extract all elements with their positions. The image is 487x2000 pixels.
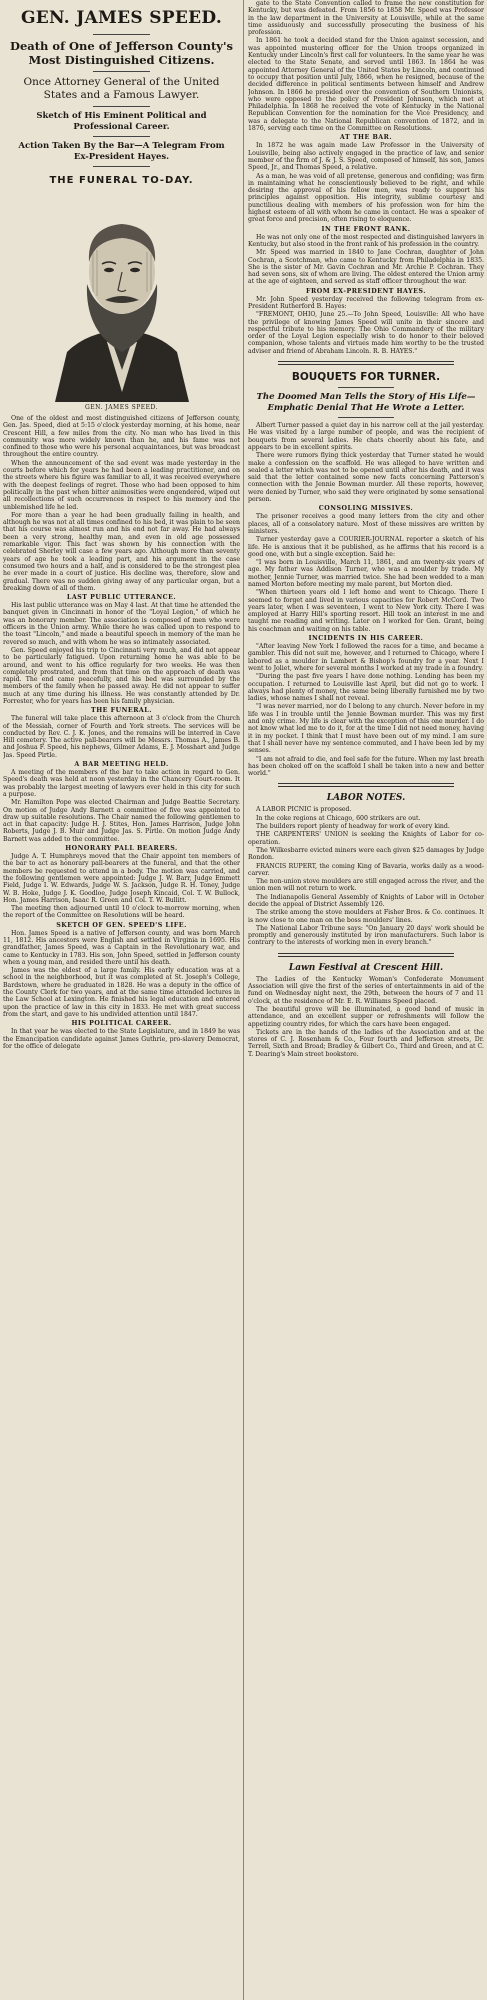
article-paragraph: Gen. Speed enjoyed his trip to Cincinnati very much, and did not appear to be particularly fatigued. Upon returning home he was able to be around, and went to his office regularly for two weeks. He was then completely prostrated, and from that time on the approach of death was rapid. The end came peacefully, and his bed was surrounded by the members of the family when he passed away. He did not appear to suffer much at any time during his illness. He was constantly attended by Dr. Forrester, who for years has been his family physician. [3,646,240,705]
funeral-heading: THE FUNERAL TO-DAY. [49,175,194,186]
article-paragraph: Albert Turner passed a quiet day in his narrow cell at the jail yesterday. He was visited by a large number of people, and was the recipient of bouquets from several ladies. He chats cheerily about his fate, and appears to be in excellent spirits. [248,422,484,451]
left-column [3,0,240,2000]
article-paragraph: "I was born in Louisville, March 11, 1861, and am twenty-six years of age. My father was Addison Turner, who was a moulder by trade. My mother, Jennie Turner, was married twice. She had been wedded to a man named Morton before meeting my male parent, but Morton died. [248,559,484,588]
article-paragraph: He was not only one of the most respected and distinguished lawyers in Kentucky, but also stood in the front rank of his profession in the country. [248,233,484,248]
article-paragraph: Tickets are in the hands of the ladies of the Association and at the stores of C. J. Rosenham & Co., Four fourth and Jefferson streets, Dr. Terrell, Sixth and Broad; Bradley & Gilbert Co., Third and Green, and at C. T. Dearing's Main street bookstore. [248,1028,484,1058]
article-paragraph: One of the oldest and most distinguished citizens of Jefferson county, Gen. Jas. Speed, died at 5:15 o'clock yesterday morning, at his home, near Crescent Hill, a few miles from the city. No man who has lived in this community was more widely known than he, and his fame was not confined to those who were his personal acquaintances, but was broadcast throughout the entire country. [3,415,240,459]
headline-rule [93,34,150,35]
article-paragraph: James was the eldest of a large family. His early education was at a school in the neighborhood, but it was completed at St. Joseph's College, Bardstown, where he graduated in 1828. He was a deputy in the office of the County Clerk for two years, and at the same time attended lectures in the Law School at Lexington. He finished his legal education and entered upon the practice of law in this city in 1833. He met with great success from the start, and gave to his undivided attention until 1847. [3,967,240,1018]
deck-3: Sketch of His Eminent Political and Professional Career. [36,111,207,132]
deck-rule-1 [93,71,150,72]
telegram-paragraph: "FREMONT, OHIO, June 25.—To John Speed, Louisville: All who have the privilege of knowing James Speed will unite in their sincere and respectful tribute to his memory. The Ohio Commandery of the military order of the Loyal Legion especially wish to do honor to their beloved companion, whose talents and virtues made him worthy to be the trusted adviser and friend of Abraham Lincoln. R. B. HAYES." [248,311,484,355]
deck-2: Once Attorney General of the United States and a Famous Lawyer. [23,76,220,101]
article-paragraph: There were rumors flying thick yesterday that Turner stated he would make a confession on the scaffold. He was alleged to have written and sealed a letter which was not to be opened until after his death, and it was said that the letter contained some new facts concerning Patterson's connection with the Jennie Bowman murder. All these reports, however, were denied by Turner, who said they were originated by some sensational person. [248,452,484,504]
subheading: A BAR MEETING HELD. [74,761,169,769]
article-paragraph: The prisoner receives a good many letters from the city and other places, all of a consolatory nature. Most of these missives are written by ministers. [248,513,484,535]
deck-rule-4 [93,166,150,167]
article-paragraph: Mr. Speed was married in 1840 to Jane Cochran, daughter of John Cochran, a Scotchman, who came to Kentucky from Philadelphia in 1835. She is the sister of Mr. Gavin Cochran and Mr. Archie P. Cochran. They had seven sons, six of whom are living. The oldest entered the Union army at the age of eighteen, and served as staff officer throughout the war. [248,249,484,286]
subheading: FROM EX-PRESIDENT HAYES. [306,287,426,295]
labor-notes-headline: LABOR NOTES. [326,793,406,804]
note-paragraph: The builders report plenty of headway for work of every kind. [256,823,450,831]
subheading: LAST PUBLIC UTTERANCE. [66,594,177,602]
article-paragraph: "I was never married, nor do I belong to any church. Never before in my life was I in trouble until the Jennie Bowman murder. This was my first and only crime. My life is clear with the exception of this one murder. I do not know what led me to do it, for at the time I did not need money, having it in my pocket. I think that I must have been out of my mind. I am sure that I shall never have my sentence commuted, and I have been led by my senses. [248,703,484,755]
subheading: INCIDENTS IN HIS CAREER. [308,635,424,643]
deck-rule-2 [93,106,150,107]
article-divider [278,783,454,787]
subheading: HONORARY PALL BEARERS. [65,845,178,853]
article-paragraph: Mr. John Speed yesterday received the following telegram from ex-President Rutherford B. Hayes: [248,295,484,310]
article-divider [278,361,454,365]
main-headline: GEN. JAMES SPEED. [20,8,223,28]
note-paragraph: The Indianapolis General Assembly of Knights of Labor will in October decide the appeal of District Assembly 126. [248,893,484,908]
deck-rule [338,417,394,418]
note-paragraph: A LABOR PICNIC is proposed. [256,806,352,814]
note-paragraph: The strike among the stove moulders at Fisher Bros. & Co. continues. It is now close to one man on the boss moulders' lines. [248,909,484,924]
article-paragraph: Mr. Hamilton Pope was elected Chairman and Judge Beattie Secretary. On motion of Judge Andy Barnett a committee of five was appointed to draw up suitable resolutions. The Chair named the following gentlemen to act in that capacity: Judge H. J. Stites, Hon. James Harrison, Judge John Roberts, Judge J. B. Muir and Judge Jas. S. Pirtle. On motion Judge Andy Barnett was added to the committee. [3,799,240,843]
article-paragraph: In that year he was elected to the State Legislature, and in 1849 he was the Emancipation candidate against James Guthrie, pro-slavery Democrat, for the office of delegate [3,1028,240,1050]
portrait-caption: GEN. JAMES SPEED. [84,404,159,411]
article-paragraph: "I am not afraid to die, and feel safe for the future. When my last breath has been choked off on the scaffold I shall be taken into a new and better world." [248,755,484,778]
article-paragraph: In 1872 he was again made Law Professor in the University of Louisville, being also actively engaged in the practice of law, and senior member of the firm of J. & J. S. Speed, composed of himself, his son, James Speed, Jr., and Thomas Speed, a relative. [248,142,484,172]
subheading: AT THE BAR. [339,134,393,142]
article-paragraph: "During the past five years I have done nothing. Lending has been my occupation. I returned to Louisville last April, but did not go to work. I always had plenty of money, the same being liberally furnished me by two ladies, whose names I shall not reveal. [248,673,484,703]
article-paragraph: As a man, he was void of all pretense, generous and confiding; was firm in maintaining what he conscientiously believed to be right, and while desiring the approval of his fellow men, was ready to support his principles against opposition. His integrity, sublime courtesy and punctilious dealing with members of his profession won for him the highest esteem of all with whom he came in contact. He was a speaker of great force and precision, often rising to eloquence. [248,172,484,224]
subheading: IN THE FRONT RANK. [321,225,411,233]
note-paragraph: FRANCIS RUPERT, the coming King of Bavaria, works daily as a wood-carver. [248,862,484,877]
subheading: THE FUNERAL. [91,707,152,715]
headline-rule [338,387,394,388]
article-paragraph: "After leaving New York I followed the races for a time, and became a gambler. This did not suit me, however, and I returned to Chicago, where I labored as a moulder in Lambert & Bishop's foundry for a year. Next I went to Joliet, where for several months I worked at my trade in a foundry. [248,643,484,672]
subheading: CONSOLING MISSIVES. [318,505,414,513]
article-paragraph: Turner yesterday gave a COURIER-JOURNAL reporter a sketch of his life. He is anxious that it be published, as he affirms that his record is a good one, with but a single exception. Said he: [248,536,484,558]
article-paragraph: In 1861 he took a decided stand for the Union against secession, and was appointed mustering officer for the Union troops organized in Kentucky under Lincoln's first call for volunteers. In the same year he was elected to the State Senate, and served until 1863. In 1864 he was appointed Attorney General of the United States by Lincoln, and continued to occupy that position until July, 1866, when he resigned, because of the decided difference in political sentiments between himself and Andrew Johnson. In 1866 he presided over the convention of Southern Unionists, who were opposed to the policy of President Johnson, which met at Philadelphia. In 1868 he received the vote of Kentucky in the National Republican Convention for the nomination for the Vice Presidency, and was a delegate to the National Republican convention of 1872, and in 1876, serving each time on the Committee on Resolutions. [248,37,484,133]
article-divider [278,953,454,957]
article-paragraph: A meeting of the members of the bar to take action in regard to Gen. Speed's death was held at noon yesterday in the Chancery Court-room. It was probably the largest meeting of lawyers ever held in this city for such a purpose. [3,769,240,798]
note-paragraph: THE CARPENTERS' UNION is seeking the Knights of Labor for co-operation. [248,831,484,846]
subheading: HIS POLITICAL CAREER. [71,1020,172,1028]
article-paragraph: Hon. James Speed is a native of Jefferson county, and was born March 11, 1812. His ancestors were English and settled in Virginia in 1695. His grandfather, James Speed, was a Captain in the Revolutionary war, and came to Kentucky in 1783. His son, John Speed, settled in Jefferson county when a young man, and resided there until his death. [3,929,240,966]
deck-rule-3 [93,136,150,137]
lawn-festival-headline: Lawn Festival at Crescent Hill. [288,962,444,973]
column-rule [243,0,244,2000]
deck-1: Death of One of Jefferson County's Most Distinguished Citizens. [10,39,233,67]
turner-deck: The Doomed Man Tells the Story of His Life—Emphatic Denial That He Wrote a Letter. [256,392,476,413]
article-paragraph: Judge A. T. Humphreys moved that the Chair appoint ten members of the bar to act as honorary pall-bearers at the funeral, and that the other members be requested to attend in a body. The motion was carried, and the following gentlemen were appointed: Judge J. W. Barr, Judge Emmett Field, Judge I. W. Edwards, Judge W. S. Jackson, Judge R. H. Toney, Judge W. B. Hoke, Judge J. K. Goodloe, Judge Joseph Kincaid, Col. T. W. Bullock, Hon. James Harrison, Isaac R. Green and Col. T. W. Bullitt. [3,853,240,904]
article-paragraph: gate to the State Convention called to frame the new constitution for Kentucky, but was defeated. From 1856 to 1858 Mr. Speed was Professor in the law department in the University at Louisville, while at the same time assiduously and successfully prosecuting the business of his profession. [248,0,484,37]
subheading: SKETCH OF GEN. SPEED'S LIFE. [56,921,187,929]
right-column [248,0,484,2000]
article-paragraph: His last public utterance was on May 4 last. At that time he attended the banquet given in Cincinnati in honor of the "Loyal Legion," of which he was an honorary member. The association is composed of men who were officers in the Union army. While there he was called upon to respond to the toast "Lincoln," and made a beautiful speech in memory of the man he revered so much, and with whom he was so intimately associated. [3,602,240,646]
article-paragraph: For more than a year he had been gradually failing in health, and although he was not at all times confined to his bed, it was plain to be seen that his course was almost run and his end not far away. He had always been a very strong, healthy man, and even in old age possessed remarkable vigor. This fact was shown by his connection with the celebrated Sherley will case a few years ago. Although more than seventy years of age he took a leading part, and his argument in the case consumed two hours and a half, and is considered to be the strongest plea he ever made in a court of justice. His decline was, therefore, slow and gradual. There was no sudden giving away of any particular organ, but a breaking down of all of them. [3,511,240,592]
article-paragraph: When the announcement of the sad event was made yesterday in the courts before which for years he had been a leading practitioner, and on the streets where his figure was familiar to all, it was received everywhere with the deepest feelings of regret. Those who had been opposed to him politically in the past when bitter animosities were engendered, wiped out all recollections of such occurrences in respect to his memory and the unblemished life he led. [3,459,240,511]
portrait-engraving [47,192,197,402]
note-paragraph: The National Labor Tribune says: "On January 20 days' work should be promptly and generously instituted by iron manufacturers. Such labor is contrary to the interests of working men in every branch." [248,924,484,947]
note-paragraph: In the coke regions at Chicago, 600 strikers are out. [256,814,421,822]
note-paragraph: The Wilkesbarre evicted miners were each given $25 damages by Judge Rondon. [248,846,484,862]
article-paragraph: The beautiful grove will be illuminated, a good band of music in attendance, and an excellent supper or refreshments will follow the appetizing country rides, for which the cars have been engaged. [248,1005,484,1028]
turner-headline: BOUQUETS FOR TURNER. [291,371,441,384]
deck-4: Action Taken By the Bar—A Telegram From Ex-President Hayes. [18,141,225,162]
note-paragraph: The non-union stove moulders are still engaged across the river, and the union men will not return to work. [248,878,484,893]
article-paragraph: "When thirteen years old I left home and went to Chicago. There I seemed to forget and lived in various capacities for Robert McCord. Two years later, when I was seventeen, I went to New York city. There I was employed at Harry Hill's sporting resort. Hill took an interest in me and taught me reading and writing. Later on I worked for Gen. Grant, being his coachman and waiting on his table. [248,589,484,633]
article-paragraph: The meeting then adjourned until 10 o'clock to-morrow morning, when the report of the Committee on Resolutions will be heard. [3,905,240,920]
article-paragraph: The Ladies of the Kentucky Woman's Confederate Monument Association will give the first of the series of entertainments in aid of the fund on Wednesday night next, the 29th, between the hours of 7 and 11 o'clock, at the residence of Mr. E. R. Williams Speed placed. [248,975,484,1005]
article-paragraph: The funeral will take place this afternoon at 3 o'clock from the Church of the Messiah, corner of Fourth and York streets. The services will be conducted by Rev. C. J. K. Jones, and the remains will be interred in Cave Hill cemetery. The active pall-bearers will be Messrs. Thomas A., James B. and Joshua F. Speed, his nephews, Gilmer Adams, E. J. Mosshart and Judge Jas. Speed Pirtle. [3,715,240,759]
